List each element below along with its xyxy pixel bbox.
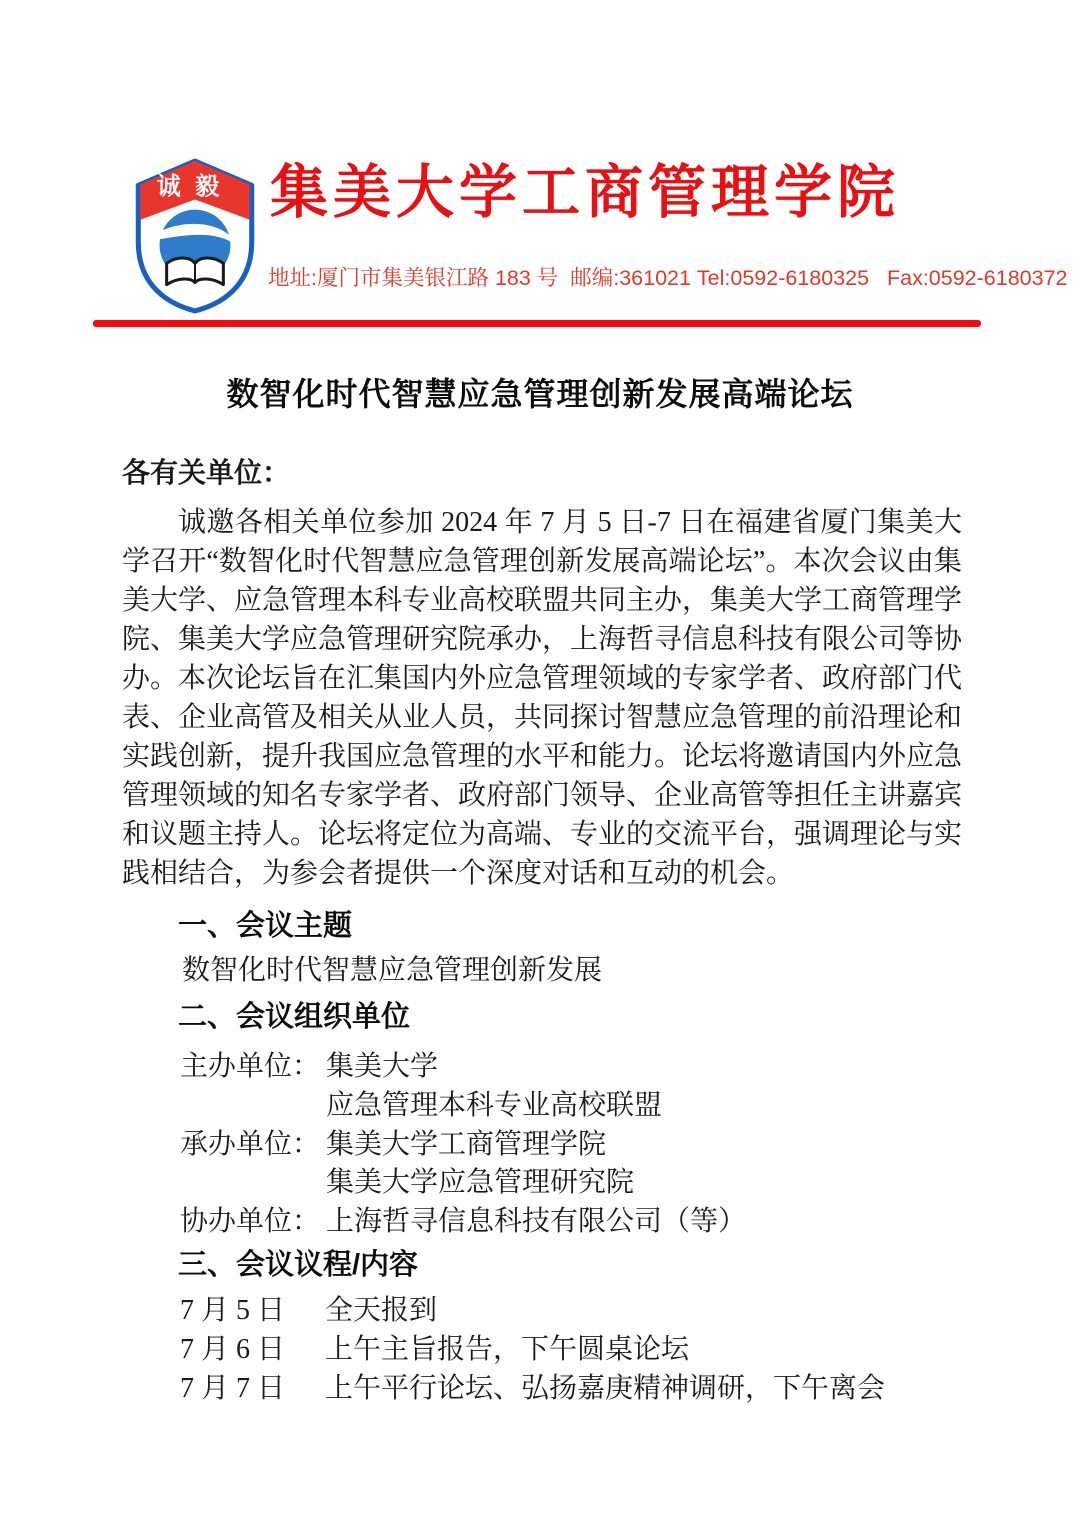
agenda-date: 7 月 5 日 <box>180 1294 286 1326</box>
agenda-date: 7 月 7 日 <box>180 1372 286 1404</box>
organizer-name: 应急管理本科专业高校联盟 <box>326 1089 663 1121</box>
school-crest-icon <box>133 157 257 315</box>
organizer-role: 承办单位： <box>180 1128 321 1160</box>
organizer-name: 集美大学工商管理学院 <box>326 1128 607 1160</box>
intro-paragraph: 诚邀各相关单位参加 2024 年 7 月 5 日-7 日在福建省厦门集美大学召开“数智化时代智慧应急管理创新发展高端论坛”。本次会议由集美大学、应急管理本科专业高校联盟共同主办，集美大学工商管理学院、集美大学应急管理研究院承办，上海哲寻信息科技有限公司等协办。本次论坛旨在汇集国内外应急管理领域的专家学者、政府部门代表、企业高管及相关从业人员，共同探讨智慧应急管理的前沿理论和实践创新，提升我国应急管理的水平和能力。论坛将邀请国内外应急管理领域的知名专家学者、政府部门领导、企业高管等担任主讲嘉宾和议题主持人。论坛将定位为高端、专业的交流平台，强调理论与实践相结合，为参会者提供一个深度对话和互动的机会。 <box>122 507 963 889</box>
section-1-heading: 一、会议主题 <box>178 910 353 942</box>
organizer-role: 主办单位： <box>180 1051 321 1082</box>
agenda-activity: 上午主旨报告，下午圆桌论坛 <box>325 1333 690 1365</box>
agenda-row <box>180 1291 962 1330</box>
agenda-activity: 上午平行论坛、弘扬嘉庚精神调研，下午离会 <box>325 1372 886 1404</box>
organizer-name: 上海哲寻信息科技有限公司（等） <box>326 1206 747 1238</box>
section-2-heading: 二、会议组织单位 <box>178 1001 411 1033</box>
agenda-row <box>180 1369 962 1408</box>
agenda-activity: 全天报到 <box>325 1294 438 1326</box>
organizer-list <box>180 1048 962 1242</box>
organizer-role: 协办单位： <box>180 1206 321 1238</box>
agenda-row <box>180 1330 962 1369</box>
agenda-list <box>180 1291 962 1408</box>
page-title: 数智化时代智慧应急管理创新发展高端论坛 <box>226 376 854 412</box>
section-3-heading: 三、会议议程/内容 <box>178 1248 419 1281</box>
organizer-row <box>180 1126 962 1204</box>
document-body <box>122 458 962 1408</box>
salutation: 各有关单位： <box>122 458 291 489</box>
organizer-row <box>180 1048 962 1126</box>
header-divider <box>93 320 981 327</box>
logo-motto: 诚毅 <box>156 171 234 201</box>
organizer-row <box>180 1203 962 1242</box>
agenda-date: 7 月 6 日 <box>180 1333 286 1365</box>
institution-name: 集美大学工商管理学院 <box>270 158 901 226</box>
organizer-name: 集美大学应急管理研究院 <box>326 1167 635 1199</box>
organizer-name: 集美大学 <box>326 1051 439 1082</box>
organizer-names <box>326 1048 662 1126</box>
organizer-names <box>326 1203 746 1242</box>
organizer-names <box>326 1126 634 1204</box>
contact-line: 地址:厦门市集美银江路 183 号 邮编:361021 Tel:0592-6180325 Fax:0592-6180372 <box>268 266 1068 290</box>
section-1-content: 数智化时代智慧应急管理创新发展 <box>182 955 603 986</box>
